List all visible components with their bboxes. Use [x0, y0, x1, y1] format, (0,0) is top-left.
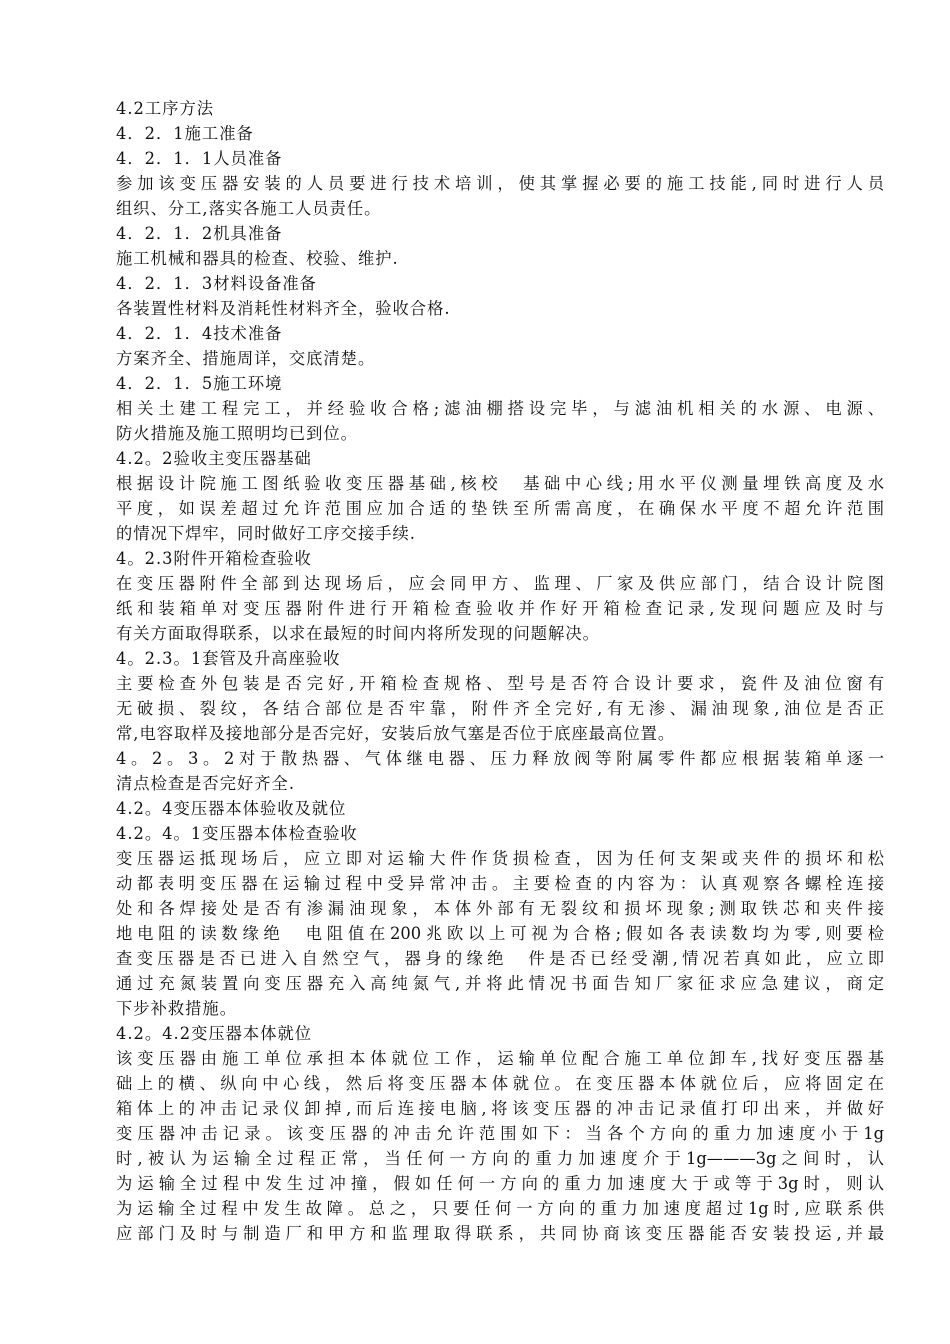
text-line: 时,被认为运输全过程正常，当任何一方向的重力加速度介于1g———3g之间时，认	[116, 1149, 884, 1168]
text-line: 通过充氮装置向变压器充入高纯氮气,并将此情况书面告知厂家征求应急建议，商定	[116, 974, 884, 993]
text-line: 组织、分工,落实各施工人员责任。	[116, 199, 382, 218]
text-line: 常,电容取样及接地部分是否完好，安装后放气塞是否位于底座最高位置。	[116, 724, 676, 743]
text-line: 4.2。4。1变压器本体检查验收	[116, 824, 358, 843]
text-line: 各装置性材料及消耗性材料齐全，验收合格.	[116, 299, 451, 318]
text-line: 方案齐全、措施周详，交底清楚。	[116, 349, 376, 368]
text-line: 础上的横、纵向中心线，然后将变压器本体就位。在变压器本体就位后，应将固定在	[116, 1074, 884, 1093]
text-line: 相关土建工程完工，并经验收合格;滤油棚搭设完毕，与滤油机相关的水源、电源、	[116, 399, 884, 418]
text-line: 查变压器是否已进入自然空气，器身的缘绝 件是否已经受潮,情况若真如此，应立即	[116, 949, 884, 968]
text-line: 为运输全过程中发生过冲撞，假如任何一方向的重力加速度大于或等于3g时，则认	[116, 1174, 884, 1193]
text-line: 4．2．1施工准备	[116, 124, 254, 143]
text-line: 根据设计院施工图纸验收变压器基础,核校 基础中心线;用水平仪测量埋铁高度及水	[116, 474, 884, 493]
text-line: 4.2工序方法	[116, 99, 215, 118]
text-line: 4。2.3。1套管及升高座验收	[116, 649, 341, 668]
text-line: 施工机械和器具的检查、校验、维护.	[116, 249, 399, 268]
text-line: 变压器运抵现场后，应立即对运输大件作货损检查，因为任何支架或夹件的损坏和松	[116, 849, 884, 868]
text-line: 变压器冲击记录。该变压器的冲击允许范围如下：当各个方向的重力加速度小于1g	[116, 1124, 884, 1143]
text-line: 4．2．1．4技术准备	[116, 324, 283, 343]
text-line: 4。2。3。2对于散热器、气体继电器、压力释放阀等附属零件都应根据装箱单逐一	[116, 749, 884, 768]
text-line: 无破损、裂纹，各结合部位是否牢靠，附件齐全完好,有无渗、漏油现象,油位是否正	[116, 699, 884, 718]
text-line: 地电阻的读数缘绝 电阻值在200兆欧以上可视为合格;假如各表读数均为零,则要检	[116, 924, 884, 943]
text-line: 参加该变压器安装的人员要进行技术培训，使其掌握必要的施工技能,同时进行人员	[116, 174, 884, 193]
text-line: 4.2。2验收主变压器基础	[116, 449, 312, 468]
text-line: 4．2．1．1人员准备	[116, 149, 283, 168]
text-line: 应部门及时与制造厂和甲方和监理取得联系，共同协商该变压器能否安装投运,并最	[116, 1224, 884, 1243]
text-line: 平度，如误差超过允许范围应加合适的垫铁至所需高度，在确保水平度不超允许范围	[116, 499, 884, 518]
text-line: 下步补救措施。	[116, 999, 237, 1018]
text-line: 为运输全过程中发生故障。总之，只要任何一方向的重力加速度超过1g时,应联系供	[116, 1199, 884, 1218]
text-line: 4．2．1．2机具准备	[116, 224, 283, 243]
text-line: 处和各焊接处是否有渗漏油现象，本体外部有无裂纹和损坏现象;测取铁芯和夹件接	[116, 899, 884, 918]
text-line: 在变压器附件全部到达现场后，应会同甲方、监理、厂家及供应部门，结合设计院图	[116, 574, 884, 593]
text-line: 纸和装箱单对变压器附件进行开箱检查验收并作好开箱检查记录,发现问题应及时与	[116, 599, 884, 618]
text-line: 4.2。4.2变压器本体就位	[116, 1024, 313, 1043]
text-line: 4．2．1．3材料设备准备	[116, 274, 317, 293]
text-line: 4。2.3附件开箱检查验收	[116, 549, 312, 568]
text-line: 动都表明变压器在运输过程中受异常冲击。主要检查的内容为：认真观察各螺栓连接	[116, 874, 884, 893]
text-line: 清点检查是否完好齐全.	[116, 774, 295, 793]
text-line: 主要检查外包装是否完好,开箱检查规格、型号是否符合设计要求，瓷件及油位窗有	[116, 674, 884, 693]
text-line: 的情况下焊牢，同时做好工序交接手续.	[116, 524, 416, 543]
text-line: 4.2。4变压器本体验收及就位	[116, 799, 347, 818]
text-line: 箱体上的冲击记录仪卸掉,而后连接电脑,将该变压器的冲击记录值打印出来，并做好	[116, 1099, 884, 1118]
text-line: 4．2．1．5施工环境	[116, 374, 283, 393]
text-line: 防火措施及施工照明均已到位。	[116, 424, 358, 443]
text-line: 有关方面取得联系，以求在最短的时间内将所发现的问题解决。	[116, 624, 600, 643]
text-line: 该变压器由施工单位承担本体就位工作，运输单位配合施工单位卸车,找好变压器基	[116, 1049, 884, 1068]
